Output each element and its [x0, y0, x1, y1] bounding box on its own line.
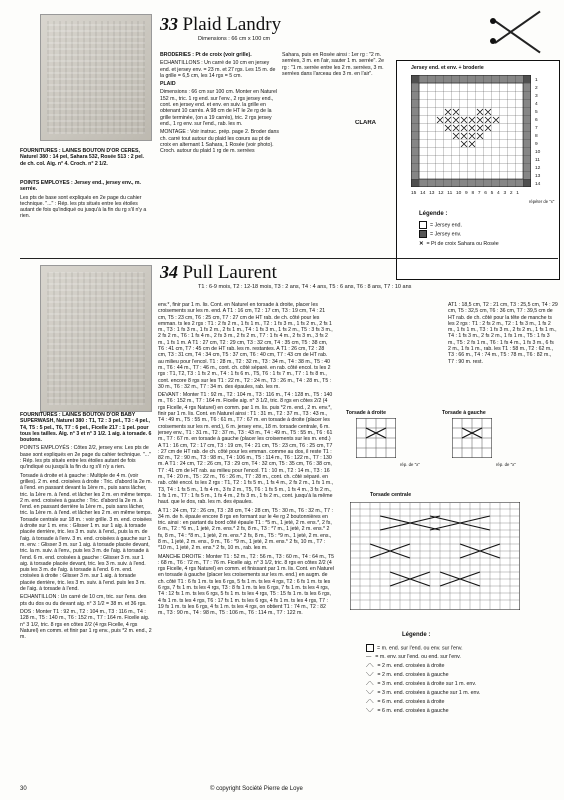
plaid-chart-label: Jersey end. et env. + broderie — [411, 65, 484, 71]
plaid-column-2: Sahara, puis en Rosée ainsi : 1er rg : "2 m. serrées, 3 m. en l'air, sauter 1 m. serrée". 2e rg : "1 m. serrée entre les 2 m. serrées, 3 m. serrées dans l'arceau des 3 m. en l'air". — [282, 52, 385, 77]
cross-right-3-icon: ⟋⟍ — [366, 681, 374, 688]
plaid-chart-row-numbers: 1 2 3 4 5 6 7 8 9 10 11 12 13 14 — [535, 78, 541, 187]
pull-number: 34 — [160, 262, 178, 282]
pull-column-1: FOURNITURES : LAINES BOUTON D'OR BABY SUPERWASH, Naturel 380 : T1, T2 : 3 pel., T3 : 4 pel., T4, T5 : 5 pel., T6, T7 : 6 pel., Ficelle 217 : 1 pel. pour tous les tailles. Aig. n° 3 et n° 3 1/2. 1 aig. à torsade. 6 boutons. POINTS EMPLOYÉS : Côtes 2/2, jersey env. Les pts de base sont expliqués en 2e page du cahier technique. "..." : Rép. les pts situés entre les étoiles autant de fois qu'indiqué ou jusqu'à la fin du rg s'il n'y a rien. Torsade à droite et à gauche : Multiple de 4 m. (voir grilles). 2 m. end. croisées à droite : Tric. d'abord la 2e m. à l'end. en passant devant la 1ère m., puis sans lâcher, tric. la 1ère m. à l'end. et lâcher les 2 m. en même temps. 2 m. end. croisées à gauche : Tric. d'abord la 2e m. à l'end. en passant derrière la 1ère m., puis sans lâcher, tric. la 1ère m. à l'end. et lâcher les 2 m. en même temps. Torsade centrale sur 18 m. : voir grille. 3 m. end. croisées à droite sur 1 m. env. : Glisser 1 m. sur 1 aig. à torsade placée derrière, tric. les 3 m. suiv. à l'end., puis la m. de l'aig. à torsade à l'env. 3 m. end. croisées à gauche sur 1 m. env. : Glisser 3 m. sur 1 aig. à torsade placée devant, tric. la m. suiv. à l'env., puis les 3 m. de l'aig. à torsade à l'end. 6 m. end. croisées à gauche : Glisser 3 m. sur 1 aig. à torsade placée devant, tric. les 3 m. suiv. à l'end. puis les 3 m. de l'aig. à torsade à l'end. 6 m. end. croisées à droite : Glisser 3 m. sur 1 aig. à torsade placée derrière, tric. les 3 m. suiv. à l'end. puis les 3 m. de l'aig. à torsade à l'end. ECHANTILLON : Un carré de 10 cm, tric. sur l'ens. des pts du dos ou du devant aig. n° 3 1/2 = 38 m. et 36 rgs. DOS : Monter T1 : 92 m., T2 : 104 m., T3 : 116 m., T4 : 128 m., T5 : 140 m., T6 : 152 m., T7 : 164 m. Ficelle aig. n° 3 1/2, tric. 8 rgs en côtes 2/2 (4 rgs Ficelle, 4 rgs Naturel) en comm. et finir par 1 rg env., puis *2 m. end., 2 m. — [20, 412, 152, 641]
torsade-centrale-label: Torsade centrale — [370, 492, 412, 498]
swatch-knit — [366, 644, 374, 652]
plaid-fournitures: FOURNITURES : LAINES BOUTON D'OR CÉRÈS, Naturel 380 : 14 pel, Sahara 532, Rosée 513 : 2 pel. de ch. col. Aig. n° 4. Croch. n° 2 1/2. — [20, 148, 144, 167]
cross-right-2-icon: ⟋⟍ — [366, 663, 374, 670]
plaid-points: POINTS EMPLOYÉS : Jersey end., jersey env., m. serrée. Les pts de base sont expliqués en 2e page du cahier technique. "..." : Rép. les pts situés entre les étoiles autant de fois qu'indiqué ou jusqu'à la fin du rg s'il n'y a rien. — [20, 180, 147, 220]
torsade-droite-label: Torsade à droite — [346, 410, 386, 416]
copyright: © copyright Société Pierre de Loye — [210, 786, 303, 792]
plaid-legend-title: Légende : — [419, 211, 448, 217]
pull-column-2: env.*, finir par 1 m. lis. Cont. en Naturel en torsade à droite, placer les croisements sur les m. end. A T1 : 16 cm, T2 : 17 cm, T3 : 19 cm, T4 : 21 cm, T5 : 23 cm, T6 : 25 cm, T7 : 27 cm de HT rab. de ch. côté pour les emman. ts les 2 rgs : T1 : 2 fs 2 m., 1 fs 1 m., T2 : 1 fs 3 m., 1 fs 2 m., 2 fs 1 m., T3 : 1 fs 3 m., 1 fs 2 m., 2 fs 1 m., T4 : 1 fs 3 m., 1 fs 2 m., T5 : 3 fs 3 m., 2 fs 2 m., T6 : 1 fs 4 m., 2 fs 3 m., 2 fs 2 m., T7 : 1 fs 4 m., 2 fs 3 m., 3 fs 2 m., 1 fs 1 m. A T1 : 27 cm, T2 : 29 cm, T3 : 32 cm, T4 : 35 cm, T5 : 38 cm, T6 : 41 cm, T7 : 45 cm de HT rab. les m. restantes. A T1 : 26 cm, T2 : 28 cm, T3 : 31 cm, T4 : 34 cm, T5 : 37 cm, T6 : 40 cm, T7 : 43 cm de HT rab. au milieu pour l'encol. T1 : 28 m., T2 : 32 m., T3 : 34 m., T4 : 38 m., T5 : 40 m., T6 : 44 m., T7 : 46 m., cont. ch. côté séparé. en rab. côté encol. ts les 2 rgs : T1, T2, T3 : 1 fs 2 m., T4 : 1 fs 6 m., T5, T6 : 1 fs 7 m., T7 : 1 fs 8 m., cont. encore 8 rgs sur les T1 : 22 m., T2 : 24 m., T3 : 26 m., T4 : 28 m., T5 : 30 m., T6 : 32 m., T7 : 34 m. des épaules, rab. les m. DEVANT : Monter T1 : 92 m., T2 : 104 m., T3 : 116 m., T4 : 128 m., T5 : 140 m., T6 : 152 m., T7 : 164 m. Ficelle aig. n° 3 1/2, tric. 8 rgs en côtes 2/2 (4 rgs Ficelle, 4 rgs Naturel) en comm. par 1 m. lis. puis *2 m. end., 2 m. env.*, finir par 1 m. lis. Cont. en Naturel ainsi : T1 : 31 m., T2 : 37 m., T3 : 43 m., T4 : 49 m., T5 : 55 m., T6 : 61 m., T7 : 67 m. en torsade à droite (placer les croisements sur les m. end.), 6 m. jersey env., 18 m. torsade centrale, 6 m. jersey env., T1 : 31 m., T2 : 37 m., T3 : 43 m., T4 : 49 m., T5 : 55 m., T6 : 61 m., T7 : 67 m. en torsade à gauche (placer les croisements sur les m. end.) A T1 : 16 cm, T2 : 17 cm, T3 : 19 cm, T4 : 21 cm, T5 : 23 cm, T6 : 25 cm, T7 : 27 cm de HT rab. de ch. côté pour les emman. comme au dos, il reste T1 : 82 m., T2 : 90 m., T3 : 98 m., T4 : 106 m., T5 : 114 m., T6 : 122 m., T7 : 130 m. A T1 : 24 cm, T2 : 26 cm, T3 : 29 cm, T4 : 32 cm, T5 : 35 cm, T6 : 38 cm, T7 : 41 cm de HT rab. au milieu pour l'encol. T1 : 10 m., T2 : 14 m., T3 : 16 m., T4 : 20 m., T5 : 22 m., T6 : 26 m., T7 : 28 m., cont. ch. côté séparé. en rab. côté encol. ts les 2 rgs : T1, T2 : 1 fs 5 m., 1 fs 4 m., 2 fs 2 m., 1 fs 1 m., T3, T4 : 1 fs 5 m., 1 fs 4 m., 3 fs 2 m., T5, T6 : 1 fs 5 m., 1 fs 4 m., 3 fs 2 m., 1 fs 1 m., T7 : 1 fs 5 m., 1 fs 4 m., 2 fs 3 m., 1 fs 2 m., cont. jusqu'à la même haut. que le dos, rab. les m. des épaules. A T1 : 24 cm, T2 : 26 cm, T3 : 28 cm, T4 : 28 cm, T5 : 30 m., T6 : 32 m., T7 : 34 m. de h. épaule encore 8 rgs en formant sur le 4e rg 2 boutonnières en tric. ainsi : en partant du bord côté épaule T1 : *5 m., 1 jeté, 2 m. ens.*, 2 fs, 6 m., T2 : *6 m., 1 jeté, 2 m. ens.* 2 fs, 8 m., T3 : *7 m., 1 jeté, 2 m. ens.* 2 fs, 8 m., T4 : *8 m., 1 jeté, 2 m. ens.* 2 fs, 8 m., T5 : *9 m., 1 jeté, 2 m. ens., 8 m., 1 jeté, 2 m. ens., 9 m., T6 : *9 m., 1 jeté, 2 m. ens.* 2 fs, 10 m., T7 : *10 m., 1 jeté, 2 m. ens.* 2 fs, 10 m., rab. les m. MANCHE DROITE : Monter T1 : 52 m., T2 : 56 m., T3 : 60 m., T4 : 64 m., T5 : 68 m., T6 : 72 m., T7 : 76 m. Ficelle aig. n° 3 1/2, tric. 8 rgs en côtes 2/2 (4 rgs Ficelle, 4 rgs Naturel) en comm. et finissant par 1 m. lis. Cont. en Naturel en torsade à gauche (placer les croisements sur les m. end.) en augm. de ch. côté T1 : 6 fs 1 m. ts les 6 rgs, 5 fs 1 m. ts les 4 rgs, T2 : 6 fs 1 m. ts les 6 rgs, 7 fs 1 m. ts les 4 rgs, T3 : 8 fs 1 m. ts les 6 rgs, 7 fs 1 m. ts les 4 rgs, T4 : 12 fs 1 m. ts les 6 rgs, 5 fs 1 m. ts les 4 rgs, T5 : 15 fs 1 m. ts les 6 rgs, 4 fs 1 m. ts les 4 rgs, T6 : 17 fs 1 m. ts les 6 rgs, 4 fs 1 m. ts les 4 rgs, T7 : 19 fs 1 m. ts les 6 rgs, 4 fs 1 m. ts les 4 rgs, on obtient T1 : 74 m., T2 : 82 m., T3 : 90 m., T4 : 98 m., T5 : 106 m., T6 : 114 m., T7 : 122 m. — [158, 302, 334, 617]
pull-legend-title: Légende : — [402, 632, 431, 638]
plaid-photo — [40, 14, 152, 141]
plaid-dimensions: Dimensions : 66 cm x 100 cm — [198, 36, 271, 42]
plaid-legend: = Jersey end. = Jersey env. ✕ = Pt de croix Sahara ou Rosée — [419, 222, 499, 247]
torsade-centrale-chart — [350, 502, 520, 610]
pull-sizes: T1 : 6-9 mois, T2 : 12-18 mois, T3 : 2 ans, T4 : 4 ans, T5 : 6 ans, T6 : 8 ans, T7 : 10 ans — [198, 284, 412, 290]
torsade-droite-repeat: rép. de "x" — [400, 462, 420, 467]
section-divider — [20, 258, 558, 259]
torsade-gauche-label: Torsade à gauche — [442, 410, 486, 416]
pull-photo — [40, 265, 152, 412]
cross-left-6-icon: ⟍⟋ — [366, 708, 374, 715]
pull-title: Pull Laurent — [182, 262, 277, 283]
cross-right-6-icon: ⟋⟍ — [366, 699, 374, 706]
torsade-droite-chart — [356, 418, 396, 458]
torsade-gauche-repeat: rép. de "x" — [496, 462, 516, 467]
swatch-dark — [419, 230, 427, 238]
pull-column-4: AT1 : 18,5 cm, T2 : 21 cm, T3 : 25,5 cm, T4 : 29 cm, T5 : 32,5 cm, T6 : 36 cm, T7 : 39,5 cm de HT rab. de ch. côté pour la tête de manche ts les 2 rgs : T1 : 2 fs 2 m., T2 : 1 fs 3 m., 1 fs 2 m., 1 fs 1 m., T3 : 1 fs 3 m., 2 fs 2 m., 1 fs 1 m., T4 : 1 fs 3 m., 2 fs 2 m., 1 fs 1 m., T5 : 1 fs 3 m., T5 : 2 fs 1 m., T6 : 1 fs 4 m., 1 fs 3 m., 6 fs 2 m., 1 fs 1 m., rab. les T1 : 58 m., T2 : 62 m., T3 : 66 m., T4 : 74 m., T5 : 78 m., T6 : 82 m., T7 : 90 m. rest. — [448, 302, 558, 365]
plaid-column-1: BRODERIES : Pt de croix (voir grille). ECHANTILLONS : Un carré de 10 cm en jersey end. et jersey env. = 23 m. et 27 rgs. Les 15 m. de la grille = 6,5 cm, les 14 rgs = 5 cm. PLAID Dimensions : 66 cm sur 100 cm. Monter en Naturel 152 m., tric. 1 rg end. sur l'env., 2 rgs jersey end., cont. en jersey end. et env. en suiv. la grille en obtenant 10 carrés. A 98 cm de HT le 2e rg de la grille terminée, (on a 19 carrés), tric. 2 rgs jersey end., 1 rg env. sur l'end., rab. les m. MONTAGE : Voir instruc. prép. page 2. Broder dans ch. carré tout autour du plaid les cœurs au pt de croix en alternant 1 Sahara, 1 Rosée (voir photo). Croch. autour du plaid 1 rg de m. serrées — [160, 52, 279, 155]
needle-knob — [490, 38, 496, 44]
cross-stitch-icon: ✕ — [419, 240, 424, 247]
plaid-chart-col-numbers: 15 14 13 12 11 10 9 8 7 6 5 4 3 2 1 — [411, 191, 519, 196]
page-number: 30 — [20, 786, 27, 792]
plaid-heart-chart — [411, 75, 531, 187]
torsade-gauche-chart — [452, 418, 492, 458]
plaid-number: 33 — [160, 14, 178, 34]
swatch-white — [419, 221, 427, 229]
cross-left-2-icon: ⟍⟋ — [366, 672, 374, 679]
cross-left-3-icon: ⟍⟋ — [366, 690, 374, 697]
designer-signature: CLARA — [355, 120, 376, 126]
plaid-title: Plaid Landry — [182, 14, 282, 35]
pull-legend: = m. end. sur l'end. ou env. sur l'env. — = m. env. sur l'end. ou end. sur l'env. ⟋⟍ = 2 m. end. croisées à droite ⟍⟋ = 2 m. end. croisées à gauche ⟋⟍ = 3 m. end. croisées à droite sur 1 m. env. ⟍⟋ = 3 m. end. croisées à gauche sur 1 m. env. ⟋⟍ = 6 m. end. croisées à droite ⟍⟋ = 6 m. end. croisées à gauche — [366, 645, 481, 715]
plaid-repeat-label: répéter de "x" — [529, 199, 555, 204]
purl-dash-icon: — — [366, 654, 372, 661]
pull-title-bar — [160, 262, 555, 292]
needle-knob — [490, 18, 496, 24]
plaid-chart-panel — [396, 60, 560, 280]
